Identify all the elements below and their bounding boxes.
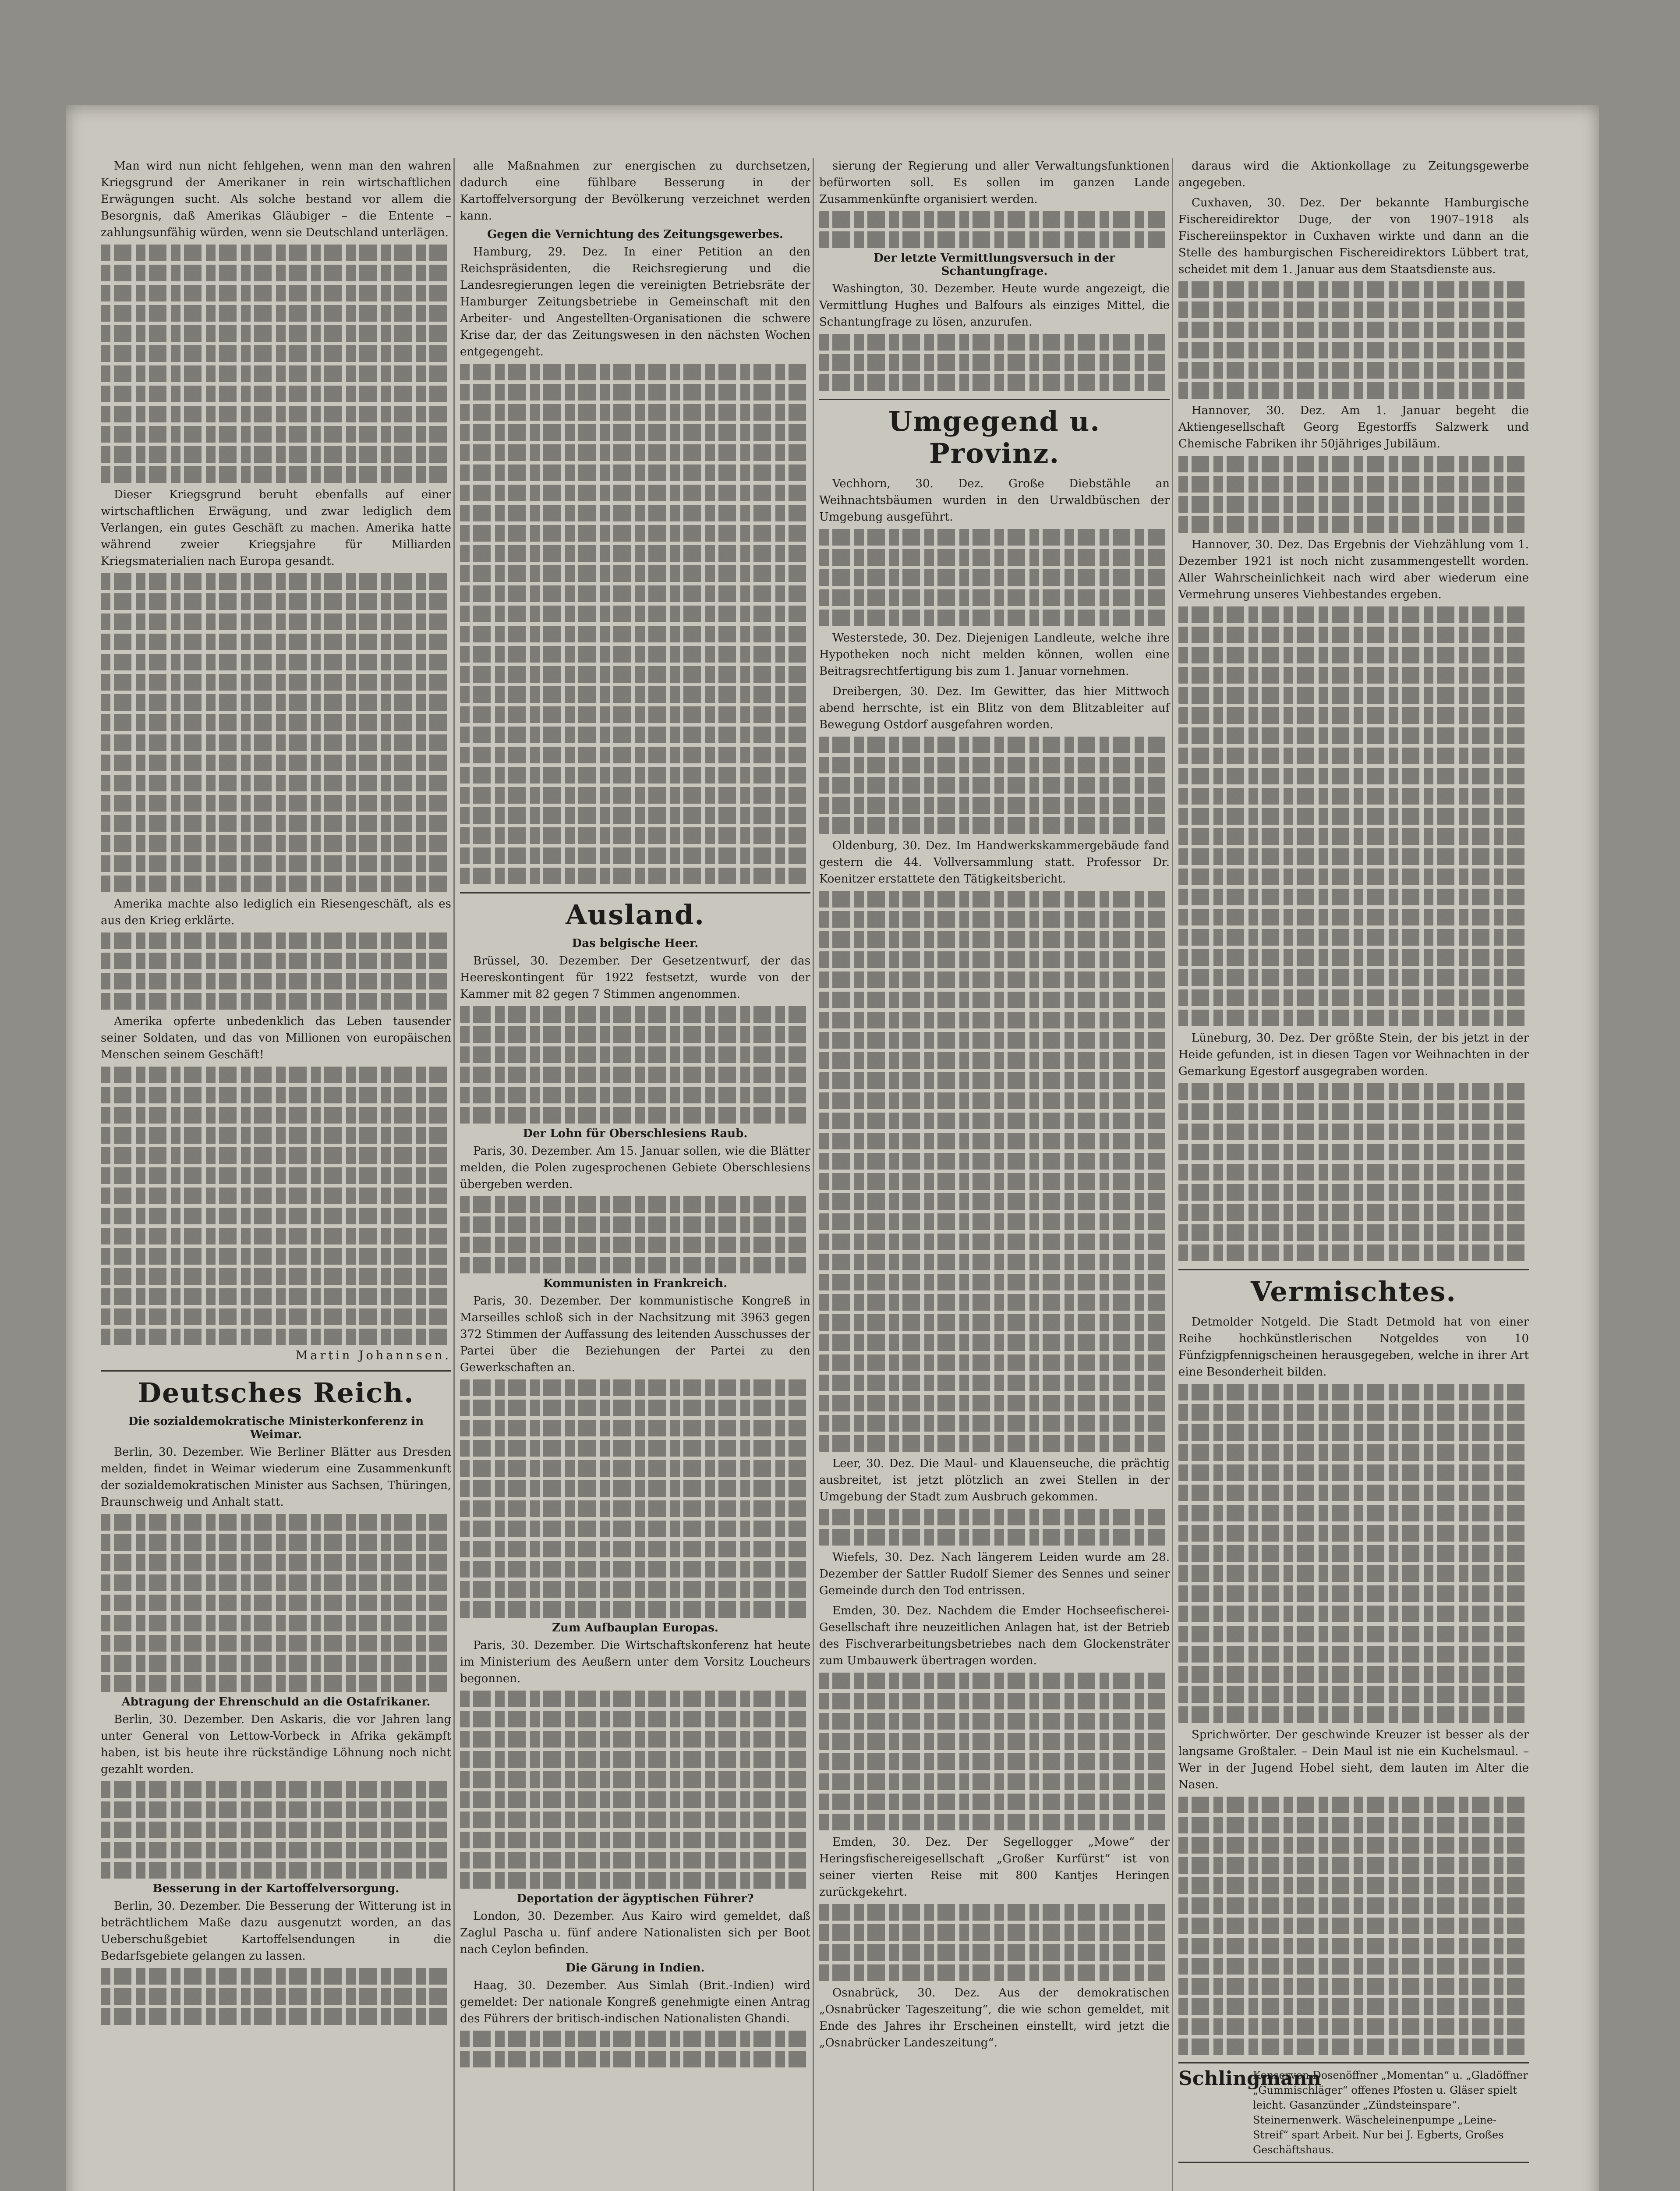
column-4 [1178,158,1529,2163]
article-paragraph: Osnabrück, 30. Dez. Aus der demokratischen „Osnabrücker Tageszeitung“, die wie schon gemeldet, mit Ende des Jahres ihr Erscheinen einstellt, wird jetzt die „Osnabrücker Landeszeitung“. [819,1986,1170,2049]
article-paragraph: Vechhorn, 30. Dez. Große Diebstähle an Weihnachtsbäumen wurden in den Urwaldbüschen der Umgebung ausgeführt. [819,477,1170,524]
article-paragraph: Berlin, 30. Dezember. Die Besserung der Witterung ist in beträchtlichem Maße dazu ausgenutzt worden, an das Ueberschußgebiet Kartoffelsendungen in die Bedarfsgebiete gelangen zu lassen. [101,1900,451,1963]
article-headline: Die sozialdemokratische Ministerkonferenz in Weimar. [128,1415,424,1441]
section-heading: Umgegend u. Provinz. [819,399,1170,469]
article-paragraph: Berlin, 30. Dezember. Wie Berliner Blätter aus Dresden melden, findet in Weimar wiederum eine Zusammenkunft der sozialdemokratischen Minister aus Sachsen, Thüringen, Braunschweig und Anhalt statt. [101,1446,451,1509]
section-heading: Deutsches Reich. [101,1370,451,1409]
article-paragraph: Leer, 30. Dez. Die Maul- und Klauenseuche, die prächtig ausbreitet, ist jetzt plötzlich an zwei Stellen in der Umgebung der Stadt zum Ausbruch gekommen. [819,1457,1170,1503]
article-paragraph: sierung der Regierung und aller Verwaltungsfunktionen befürworten soll. Es sollen im ganzen Lande Zusammenkünfte organisiert werden. [819,160,1170,206]
ad-advertiser: Schlingmann [1178,2067,1321,2090]
section-heading: Ausland. [460,892,810,931]
column-rule [453,158,455,2191]
article-paragraph: daraus wird die Aktionkollage zu Zeitungsgewerbe angegeben. [1178,160,1529,189]
article-headline: Der letzte Vermittlungsversuch in der Schantungfrage. [874,252,1115,278]
article-paragraph: Paris, 30. Dezember. Am 15. Januar sollen, wie die Blätter melden, die Polen zugesprochenen Gebiete Oberschlesiens übergeben werden. [460,1145,810,1191]
classified-ad [1178,2062,1529,2163]
article-paragraph: London, 30. Dezember. Aus Kairo wird gemeldet, daß Zaglul Pascha u. fünf andere Nationalisten sich per Boot nach Ceylon befinden. [460,1910,810,1956]
article-headline: Das belgische Heer. [572,937,699,950]
author-signature: Martin Johannsen. [295,1349,451,1362]
article-paragraph: Detmolder Notgeld. Die Stadt Detmold hat von einer Reihe hochkünstlerischen Notgeldes von 10 Fünfzigpfennigscheinen herausgegeben, welche in ihrer Art eine Besonderheit bilden. [1178,1315,1529,1379]
column-rule [813,158,814,2191]
column-3 [819,158,1170,2055]
article-paragraph: Westerstede, 30. Dez. Diejenigen Landleute, welche ihre Hypotheken noch nicht melden können, wollen eine Beitragsrechtfertigung bis zum 1. Januar vornehmen. [819,631,1170,678]
article-paragraph: Haag, 30. Dezember. Aus Simlah (Brit.-Indien) wird gemeldet: Der nationale Kongreß genehmigte einen Antrag des Führers der britisch-indischen Nationalisten Ghandi. [460,1979,810,2025]
article-paragraph: Hannover, 30. Dez. Das Ergebnis der Viehzählung vom 1. Dezember 1921 ist noch nicht zusammengestellt worden. Aller Wahrscheinlichkeit nach wird aber wiederum eine Vermehrung unseres Viehbestandes ergeben. [1178,538,1529,601]
article-paragraph: Emden, 30. Dez. Nachdem die Emder Hochseefischerei-Gesellschaft ihre neuzeitlichen Anlagen hat, ist der Betrieb des Fischverarbeitungsbetriebes nach dem Glockensträter zum Umbauwerk übertragen worden. [819,1604,1170,1667]
article-paragraph: alle Maßnahmen zur energischen zu durchsetzen, dadurch eine fühlbare Besserung in der Kartoffelversorgung der Bevölkerung verzeichnet werden kann. [460,160,810,223]
article-headline: Die Gärung in Indien. [566,1961,705,1975]
article-headline: Deportation der ägyptischen Führer? [516,1892,754,1905]
article-paragraph: Brüssel, 30. Dezember. Der Gesetzentwurf, der das Heereskontingent für 1922 festsetzt, wurde von der Kammer mit 82 gegen 7 Stimmen angenommen. [460,954,810,1001]
article-paragraph: Wiefels, 30. Dez. Nach längerem Leiden wurde am 28. Dezember der Sattler Rudolf Siemer des Sennes und seiner Gemeinde durch den Tod entrissen. [819,1551,1170,1597]
article-paragraph: Paris, 30. Dezember. Der kommunistische Kongreß in Marseilles schloß sich in der Nachsitzung mit 3963 gegen 372 Stimmen der Auffassung des leitenden Ausschusses der Partei über die Beziehungen der Partei zu den Gewerkschaften an. [460,1294,810,1374]
article-paragraph: Lüneburg, 30. Dez. Der größte Stein, der bis jetzt in der Heide gefunden, ist in diesen Tagen vor Weihnachten in der Gemarkung Egestorf ausgegraben worden. [1178,1032,1529,1078]
article-headline: Besserung in der Kartoffelversorgung. [152,1882,400,1895]
article-paragraph: Dieser Kriegsgrund beruht ebenfalls auf einer wirtschaftlichen Erwägung, und zwar lediglich dem Verlangen, ein gutes Geschäft zu machen. Amerika hatte während zweier Kriegsjahre für Milliarden Kriegsmaterialien nach Europa gesandt. [101,488,451,568]
article-paragraph: Hamburg, 29. Dez. In einer Petition an den Reichspräsidenten, die Reichsregierung und die Landesregierungen legen die vereinigten Betriebsräte der Hamburger Zeitungsbetriebe in Gemeinschaft mit den Arbeiter- und Angestellten-Organisationen die schwere Krise dar, der das Zeitungswesen in den nächsten Wochen entgegengeht. [460,245,810,358]
column-2 [460,158,810,2071]
article-paragraph: Dreibergen, 30. Dez. Im Gewitter, das hier Mittwoch abend herrschte, ist ein Blitz von dem Blitzableiter auf Bewegung Ostdorf ausgefahren worden. [819,685,1170,731]
article-paragraph: Oldenburg, 30. Dez. Im Handwerkskammergebäude fand gestern die 44. Vollversammlung statt. Professor Dr. Koenitzer erstattete den Tätigkeitsbericht. [819,839,1170,886]
column-rule [1172,158,1173,2191]
article-paragraph: Amerika opferte unbedenklich das Leben tausender seiner Soldaten, und das von Millionen von europäischen Menschen seinem Geschäft! [101,1015,451,1061]
article-paragraph: Paris, 30. Dezember. Die Wirtschaftskonferenz hat heute im Ministerium des Aeußern unter dem Vorsitz Loucheurs begonnen. [460,1639,810,1685]
newspaper-page [66,105,1599,2191]
article-paragraph: Washington, 30. Dezember. Heute wurde angezeigt, die Vermittlung Hughes und Balfours als einziges Mittel, die Schantungfrage zu lösen, anzurufen. [819,282,1170,329]
article-headline: Kommunisten in Frankreich. [543,1277,728,1290]
section-heading: Vermischtes. [1178,1269,1529,1308]
article-headline: Gegen die Vernichtung des Zeitungsgewerbes. [487,228,783,241]
article-headline: Abtragung der Ehrenschuld an die Ostafrikaner. [121,1695,431,1709]
ad-text: Konserven-Dosenöffner „Momentan“ u. „Gladöffner „Gummischläger“ offenes Pfosten u. Gläser spielt leicht. Gasanzünder „Zündsteinspare“. Steinernenwerk. Wäscheleinenpumpe „Leine-Streif“ spart Arbeit. Nur bei J. Egberts, Großes Geschäftshaus. [1253,2069,1528,2156]
article-paragraph: Emden, 30. Dez. Der Segellogger „Mowe“ der Heringsfischereigesellschaft „Großer Kurfürst“ ist von seiner vierten Reise mit 800 Kantjes Heringen zurückgekehrt. [819,1836,1170,1899]
article-paragraph: Amerika machte also lediglich ein Riesengeschäft, als es aus den Krieg erklärte. [101,897,451,927]
article-paragraph: Berlin, 30. Dezember. Den Askaris, die vor Jahren lang unter General von Lettow-Vorbeck in Afrika gekämpft haben, ist bis heute ihre rückständige Löhnung noch nicht gezahlt worden. [101,1713,451,1776]
article-headline: Der Lohn für Oberschlesiens Raub. [523,1127,748,1140]
article-paragraph: Man wird nun nicht fehlgehen, wenn man den wahren Kriegsgrund der Amerikaner in rein wirtschaftlichen Erwägungen sucht. Als solche bestand vor allem die Besorgnis, daß Amerikas Gläubiger – die Entente – zahlungsunfähig würden, wenn sie Deutschland unterlägen. [101,160,451,239]
article-paragraph: Cuxhaven, 30. Dez. Der bekannte Hamburgische Fischereidirektor Duge, der von 1907–1918 als Fischereiinspektor in Cuxhaven wirkte und dann an die Stelle des hamburgischen Fischereidirektors Lübbert trat, scheidet mit dem 1. Januar aus dem Staatsdienste aus. [1178,196,1529,276]
article-paragraph: Hannover, 30. Dez. Am 1. Januar begeht die Aktiengesellschaft Georg Egestorffs Salzwerk und Chemische Fabriken ihr 50jähriges Jubiläum. [1178,404,1529,450]
article-headline: Zum Aufbauplan Europas. [552,1621,718,1634]
article-paragraph: Sprichwörter. Der geschwinde Kreuzer ist besser als der langsame Großtaler. – Dein Maul ist nie ein Kuchelsmaul. – Wer in der Jugend Hobel sieht, dem lauten im Alter die Nasen. [1178,1728,1529,1791]
column-1 [101,158,451,2028]
